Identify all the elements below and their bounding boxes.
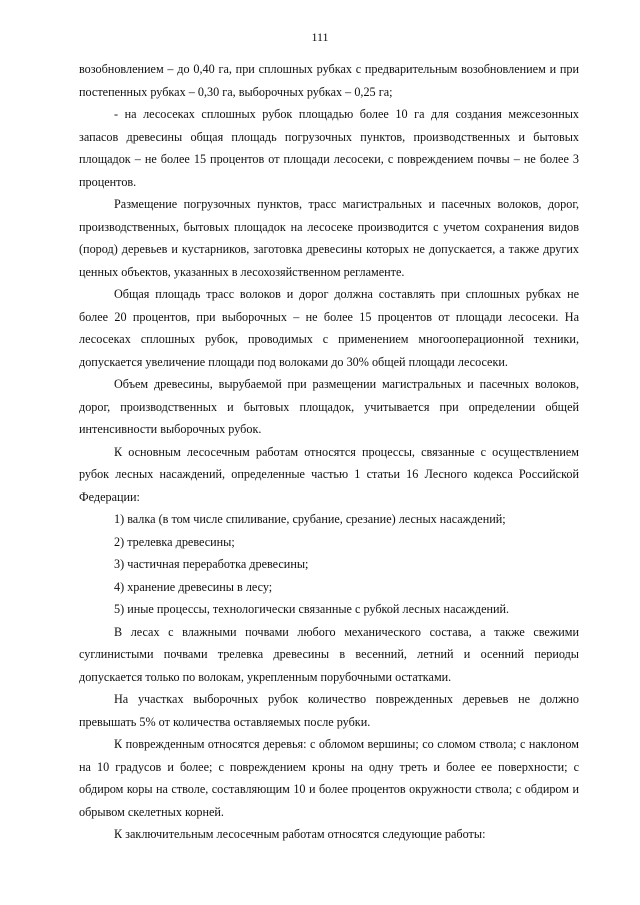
document-body <box>79 58 579 846</box>
paragraph: Размещение погрузочных пунктов, трасс магистральных и пасечных волоков, дорог, производственных, бытовых площадок на лесосеке производится с учетом сохранения видов (пород) деревьев и кустарников, заготовка древесины которых не допускается, а также других ценных объектов, указанных в лесохозяйственном регламенте. <box>79 197 579 279</box>
paragraph: возобновлением – до 0,40 га, при сплошных рубках с предварительным возобновлением и при постепенных рубках – 0,30 га, выборочных рубках – 0,25 га; <box>79 62 579 99</box>
paragraph: В лесах с влажными почвами любого механического состава, а также свежими суглинистыми почвами трелевка древесины в весенний, летний и осенний периоды допускается только по волокам, укрепленным порубочными остатками. <box>79 624 579 684</box>
list-item: 4) хранение древесины в лесу; <box>114 579 273 594</box>
page-number: 111 <box>311 30 329 44</box>
paragraph: К поврежденным относятся деревья: с обломом вершины; со сломом ствола; с наклоном на 10 градусов и более; с повреждением кроны на одну треть и более ее поверхности; с обдиром коры на стволе, составляющим 10 и более процентов окружности ствола; с обдиром и обрывом скелетных корней. <box>79 737 579 819</box>
paragraph: На участках выборочных рубок количество поврежденных деревьев не должно превышать 5% от количества оставляемых после рубки. <box>79 692 579 729</box>
paragraph: К заключительным лесосечным работам относятся следующие работы: <box>114 827 486 841</box>
list-item: 3) частичная переработка древесины; <box>114 557 309 571</box>
paragraph: Объем древесины, вырубаемой при размещении магистральных и пасечных волоков, дорог, производственных и бытовых площадок, учитывается при определении общей интенсивности выборочных рубок. <box>79 377 579 436</box>
list-item: 5) иные процессы, технологически связанные с рубкой лесных насаждений. <box>114 602 510 616</box>
paragraph: Общая площадь трасс волоков и дорог должна составлять при сплошных рубках не более 20 процентов, при выборочных – не более 15 процентов от площади лесосеки. На лесосеках сплошных рубок, проводимых с применением многооперационной техники, допускается увеличение площади под волоками до 30% общей площади лесосеки. <box>79 287 579 369</box>
list-item: 2) трелевка древесины; <box>114 534 235 549</box>
list-item: 1) валка (в том числе спиливание, срубание, срезание) лесных насаждений; <box>114 512 506 526</box>
paragraph: - на лесосеках сплошных рубок площадью более 10 га для создания межсезонных запасов древесины общая площадь погрузочных пунктов, производственных и бытовых площадок – не более 15 процентов от площади лесосеки, с повреждением почвы – не более 3 процентов. <box>79 107 579 189</box>
paragraph: К основным лесосечным работам относятся процессы, связанные с осуществлением рубок лесных насаждений, определенные частью 1 статьи 16 Лесного кодекса Российской Федерации: <box>79 444 579 504</box>
